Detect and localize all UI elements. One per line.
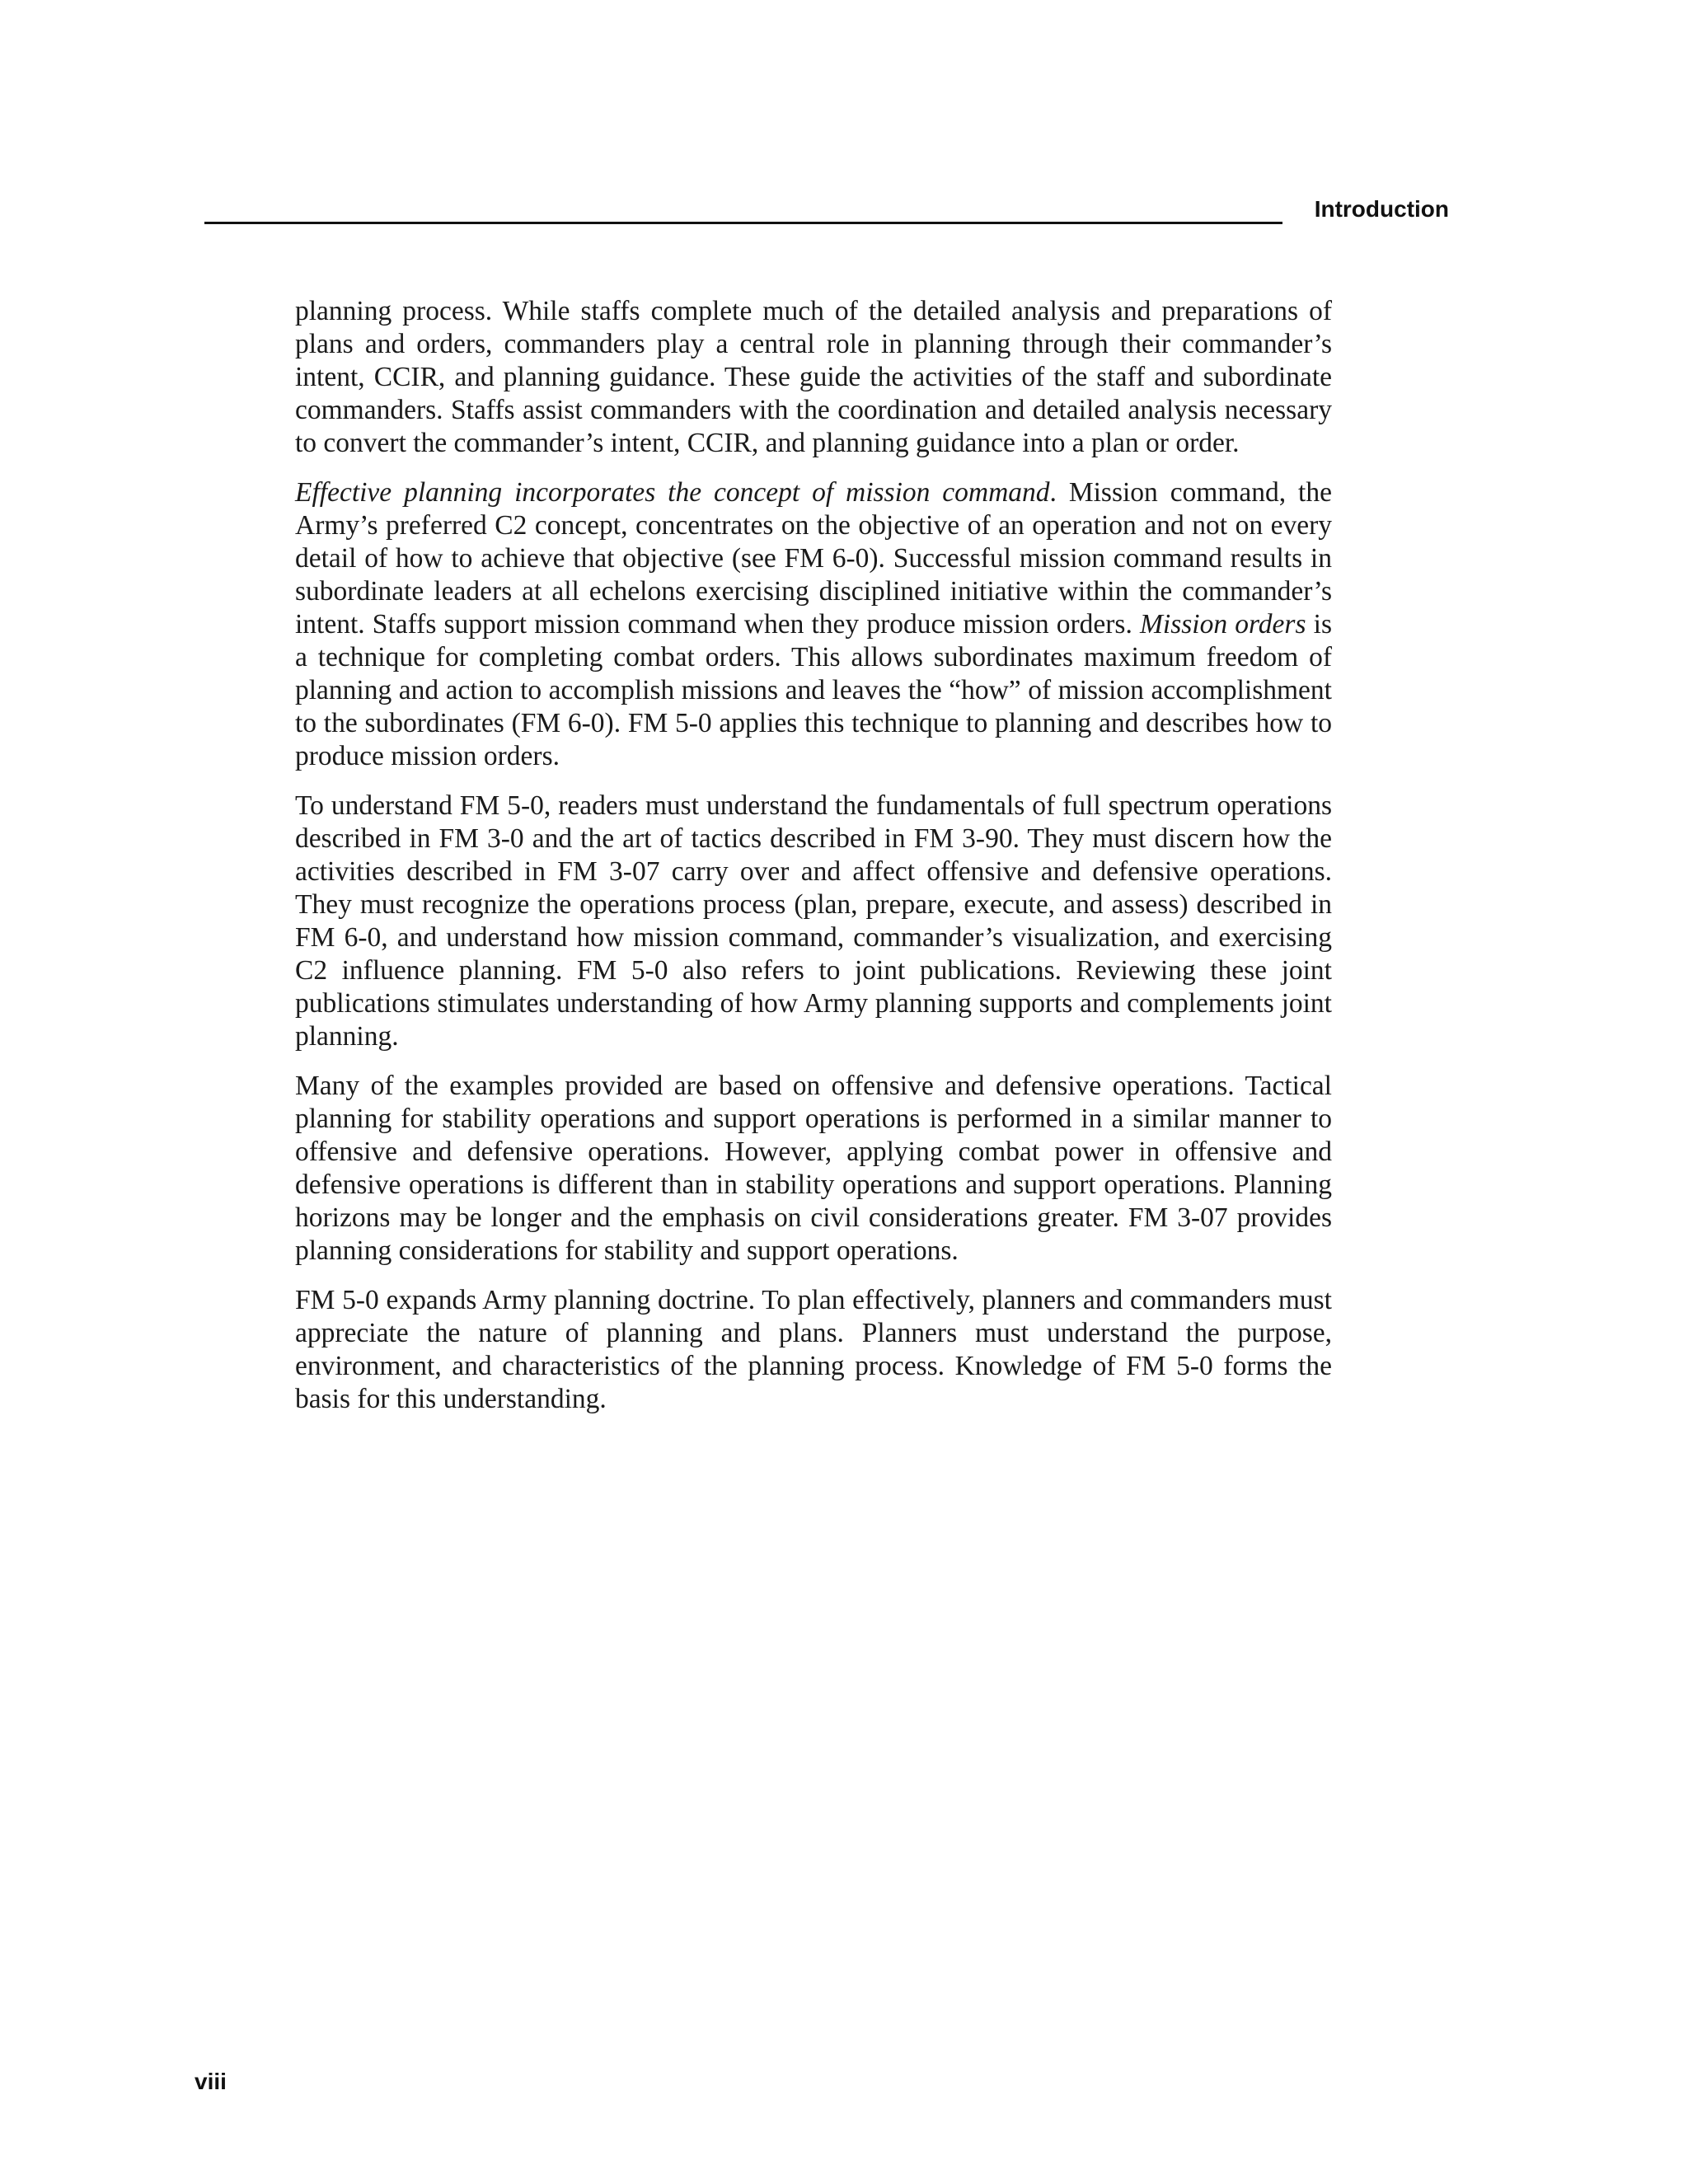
body-text bbox=[295, 295, 1332, 1432]
mission-orders-term: Mission orders bbox=[1140, 609, 1306, 640]
paragraph-examples: Many of the examples provided are based on offensive and defensive operations. Tactical planning for stability operations and support operations is performed in a similar manner to offensive and defensive operations. However, applying combat power in offensive and defensive operations is different than in stability operations and support operations. Planning horizons may be longer and the emphasis on civil considerations greater. FM 3-07 provides planning considerations for stability and support operations. bbox=[295, 1071, 1332, 1266]
paragraph-text-part-a: . Mission command, the Army’s preferred C2 concept, concentrates on the objective of an operation and not on every detail of how to achieve that objective (see FM 6-0). Successful mission command results in subordinate leaders at all echelons exercising disciplined initiative within the commander’s intent. Staffs support mission command when they produce mission orders. bbox=[295, 477, 1332, 640]
header-rule bbox=[204, 222, 1282, 224]
paragraph-lead-italic: Effective planning incorporates the concept of mission command bbox=[295, 477, 1050, 508]
paragraph-mission-command bbox=[295, 476, 1332, 773]
paragraph-expands-doctrine: FM 5-0 expands Army planning doctrine. To plan effectively, planners and commanders must appreciate the nature of planning and plans. Planners must understand the purpose, environment, and characteristics of the planning process. Knowledge of FM 5-0 forms the basis for this understanding. bbox=[295, 1285, 1332, 1414]
running-header-title: Introduction bbox=[1314, 196, 1449, 222]
paragraph-text-part-b: is a technique for completing combat orders. This allows subordinates maximum freedom of planning and action to accomplish missions and leaves the “how” of mission accomplishment to the subordinates (FM 6-0). FM 5-0 applies this technique to planning and describes how to produce mission orders. bbox=[295, 609, 1332, 771]
paragraph-understanding-fm: To understand FM 5-0, readers must understand the fundamentals of full spectrum operations described in FM 3-0 and the art of tactics described in FM 3-90. They must discern how the activities described in FM 3-07 carry over and affect offensive and defensive operations. They must recognize the operations process (plan, prepare, execute, and assess) described in FM 6-0, and understand how mission command, commander’s visualization, and exercising C2 influence planning. FM 5-0 also refers to joint publications. Reviewing these joint publications stimulates understanding of how Army planning supports and complements joint planning. bbox=[295, 790, 1332, 1052]
page-number: viii bbox=[195, 2069, 227, 2094]
paragraph-planning-process: planning process. While staffs complete much of the detailed analysis and preparations of plans and orders, commanders play a central role in planning through their commander’s intent, CCIR, and planning guidance. These guide the activities of the staff and subordinate commanders. Staffs assist commanders with the coordination and detailed analysis necessary to convert the commander’s intent, CCIR, and planning guidance into a plan or order. bbox=[295, 296, 1332, 458]
